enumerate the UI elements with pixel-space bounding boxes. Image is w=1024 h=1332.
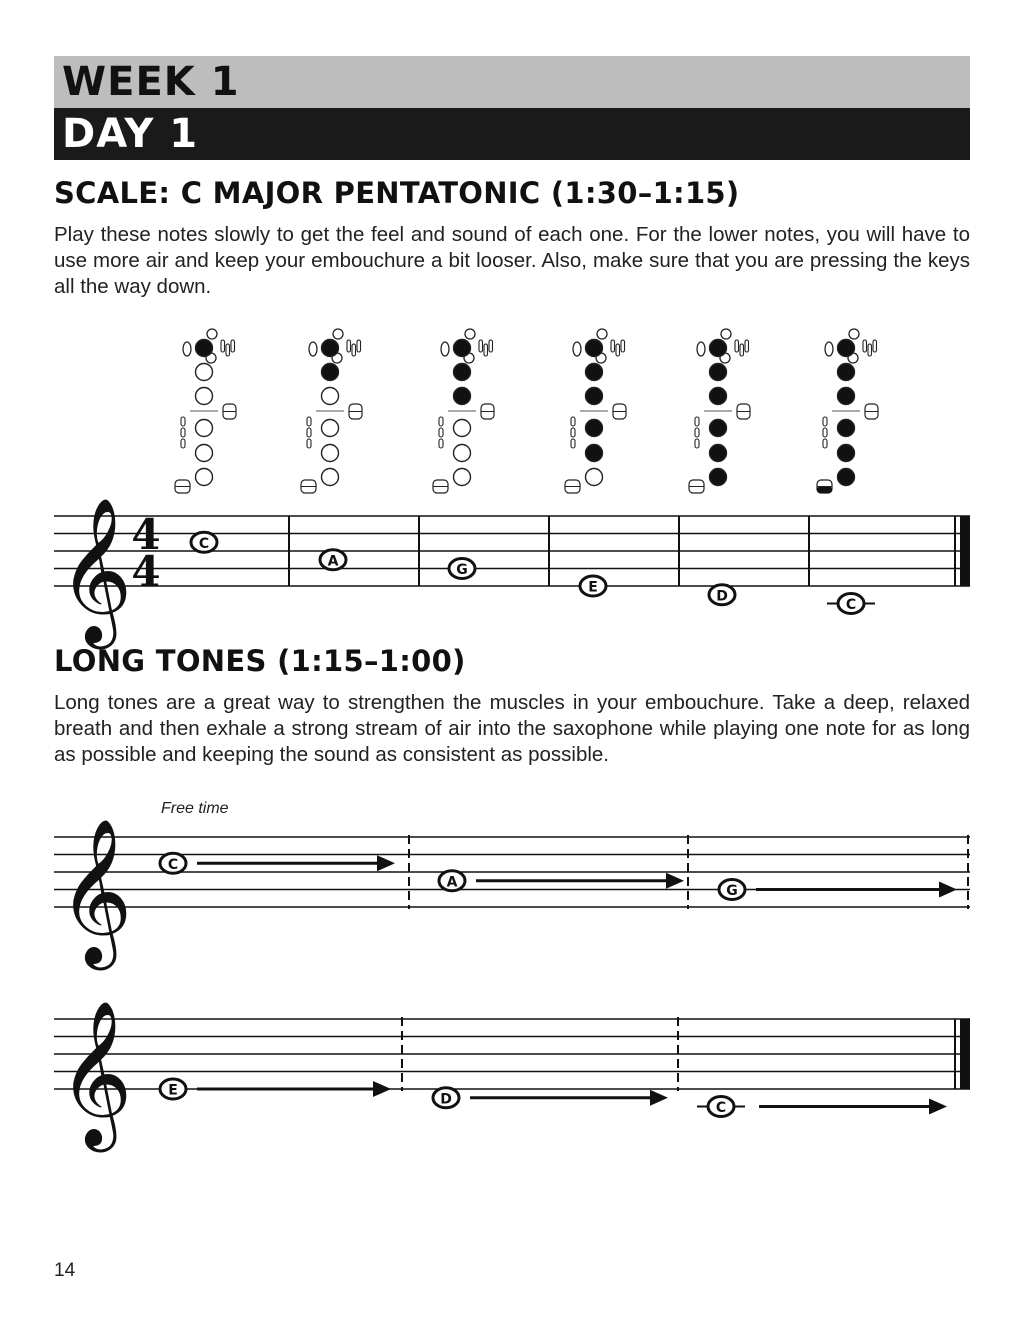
open-hole-icon [196,364,213,381]
note-label: D [440,1091,452,1108]
side-key-icon [231,340,235,352]
scale-staff [54,496,970,650]
side-key-icon [307,417,311,426]
side-key-icon [439,428,443,437]
side-key-icon [695,439,699,448]
note-label: C [715,1100,727,1116]
open-hole-icon [196,420,213,437]
closed-hole-icon [710,420,727,437]
closed-hole-icon [586,445,603,462]
open-hole-icon [586,469,603,486]
arrow-head-icon [666,873,684,889]
side-key-icon [307,428,311,437]
side-key-icon [823,428,827,437]
closed-hole-icon [196,340,213,357]
fingering-chart [433,329,494,493]
final-barline-thick [960,1019,970,1089]
arrow-head-icon [939,882,957,898]
low-key-pressed-icon [817,487,832,494]
long-tones-staff-2 [54,999,970,1153]
closed-hole-icon [838,364,855,381]
palm-key-icon [721,329,731,339]
open-hole-icon [454,420,471,437]
octave-key-icon [183,342,191,356]
octave-key-icon [825,342,833,356]
side-key-icon [611,340,615,352]
fingering-chart [817,329,878,493]
closed-hole-icon [710,388,727,405]
note-label: G [726,883,738,899]
arrow-head-icon [650,1090,668,1106]
closed-hole-icon [838,340,855,357]
open-hole-icon [322,445,339,462]
side-key-icon [181,439,185,448]
fingering-chart [301,329,362,493]
closed-hole-icon [710,364,727,381]
treble-clef-icon: 𝄞 [58,496,133,644]
note-label: A [446,874,458,891]
treble-clef-icon: 𝄞 [58,999,133,1147]
closed-hole-icon [586,340,603,357]
arrow-head-icon [373,1081,391,1097]
closed-hole-icon [710,469,727,486]
closed-hole-icon [454,388,471,405]
open-hole-icon [196,469,213,486]
time-signature-top: 4 [131,510,161,559]
closed-hole-icon [838,469,855,486]
side-key-icon [571,428,575,437]
octave-key-icon [697,342,705,356]
open-hole-icon [454,445,471,462]
closed-hole-icon [586,364,603,381]
side-key-icon [740,344,744,356]
note-label: E [588,579,598,596]
note-label: C [198,535,210,552]
side-key-icon [347,340,351,352]
side-key-icon [571,417,575,426]
palm-key-icon [207,329,217,339]
arrow-head-icon [377,855,395,871]
fingering-chart [175,329,236,493]
side-key-icon [489,340,493,352]
open-hole-icon [196,445,213,462]
side-key-icon [439,417,443,426]
note-label: A [327,553,339,570]
long-tones-description: Long tones are a great way to strengthen the muscles in your embouchure. Take a deep, relaxed breath and then exhale a strong stream of air into the saxophone while playing one note for as long as possible and keeping the sound as consistent as possible. [54,691,970,766]
palm-key-icon [849,329,859,339]
week-banner: WEEK 1 [54,56,970,108]
side-key-icon [181,428,185,437]
final-barline-thick [960,516,970,586]
side-key-icon [221,340,225,352]
closed-hole-icon [838,445,855,462]
note-label: G [456,562,468,578]
closed-hole-icon [710,340,727,357]
closed-hole-icon [838,388,855,405]
side-key-icon [745,340,749,352]
side-key-icon [479,340,483,352]
closed-hole-icon [322,364,339,381]
note-label: D [716,588,728,605]
closed-hole-icon [710,445,727,462]
fingering-charts [175,329,878,493]
open-hole-icon [196,388,213,405]
side-key-icon [621,340,625,352]
day-banner: DAY 1 [54,108,970,160]
time-signature-bottom: 4 [131,547,161,596]
octave-key-icon [441,342,449,356]
open-hole-icon [454,469,471,486]
side-key-icon [571,439,575,448]
side-key-icon [823,439,827,448]
side-key-icon [226,344,230,356]
octave-key-icon [309,342,317,356]
closed-hole-icon [454,340,471,357]
side-key-icon [868,344,872,356]
octave-key-icon [573,342,581,356]
page-number: 14 [54,1260,76,1281]
treble-clef-icon: 𝄞 [58,817,133,965]
arrow-head-icon [929,1099,947,1115]
side-key-icon [484,344,488,356]
side-key-icon [695,428,699,437]
open-hole-icon [322,469,339,486]
long-tones-heading: LONG TONES (1:15–1:00) [54,644,466,678]
palm-key-icon [597,329,607,339]
side-key-icon [181,417,185,426]
scale-description: Play these notes slowly to get the feel and sound of each one. For the lower notes, you will have to use more air and keep your embouchure a bit looser. Also, make sure that you are pressing the keys all the way down. [54,223,970,298]
fingering-chart [565,329,626,493]
closed-hole-icon [838,420,855,437]
side-key-icon [616,344,620,356]
closed-hole-icon [454,364,471,381]
long-tones-staff-1 [54,817,970,971]
note-label: E [168,1082,178,1099]
note-label: C [167,856,179,873]
palm-key-icon [333,329,343,339]
closed-hole-icon [586,420,603,437]
side-key-icon [823,417,827,426]
scale-heading: SCALE: C MAJOR PENTATONIC (1:30–1:15) [54,176,740,210]
tempo-marking: Free time [161,800,229,817]
open-hole-icon [322,420,339,437]
side-key-icon [695,417,699,426]
side-key-icon [352,344,356,356]
side-key-icon [307,439,311,448]
side-key-icon [357,340,361,352]
side-key-icon [863,340,867,352]
side-key-icon [439,439,443,448]
side-key-icon [873,340,877,352]
open-hole-icon [322,388,339,405]
palm-key-icon [465,329,475,339]
note-label: C [845,597,857,613]
side-key-icon [735,340,739,352]
closed-hole-icon [322,340,339,357]
closed-hole-icon [586,388,603,405]
fingering-chart [689,329,750,493]
